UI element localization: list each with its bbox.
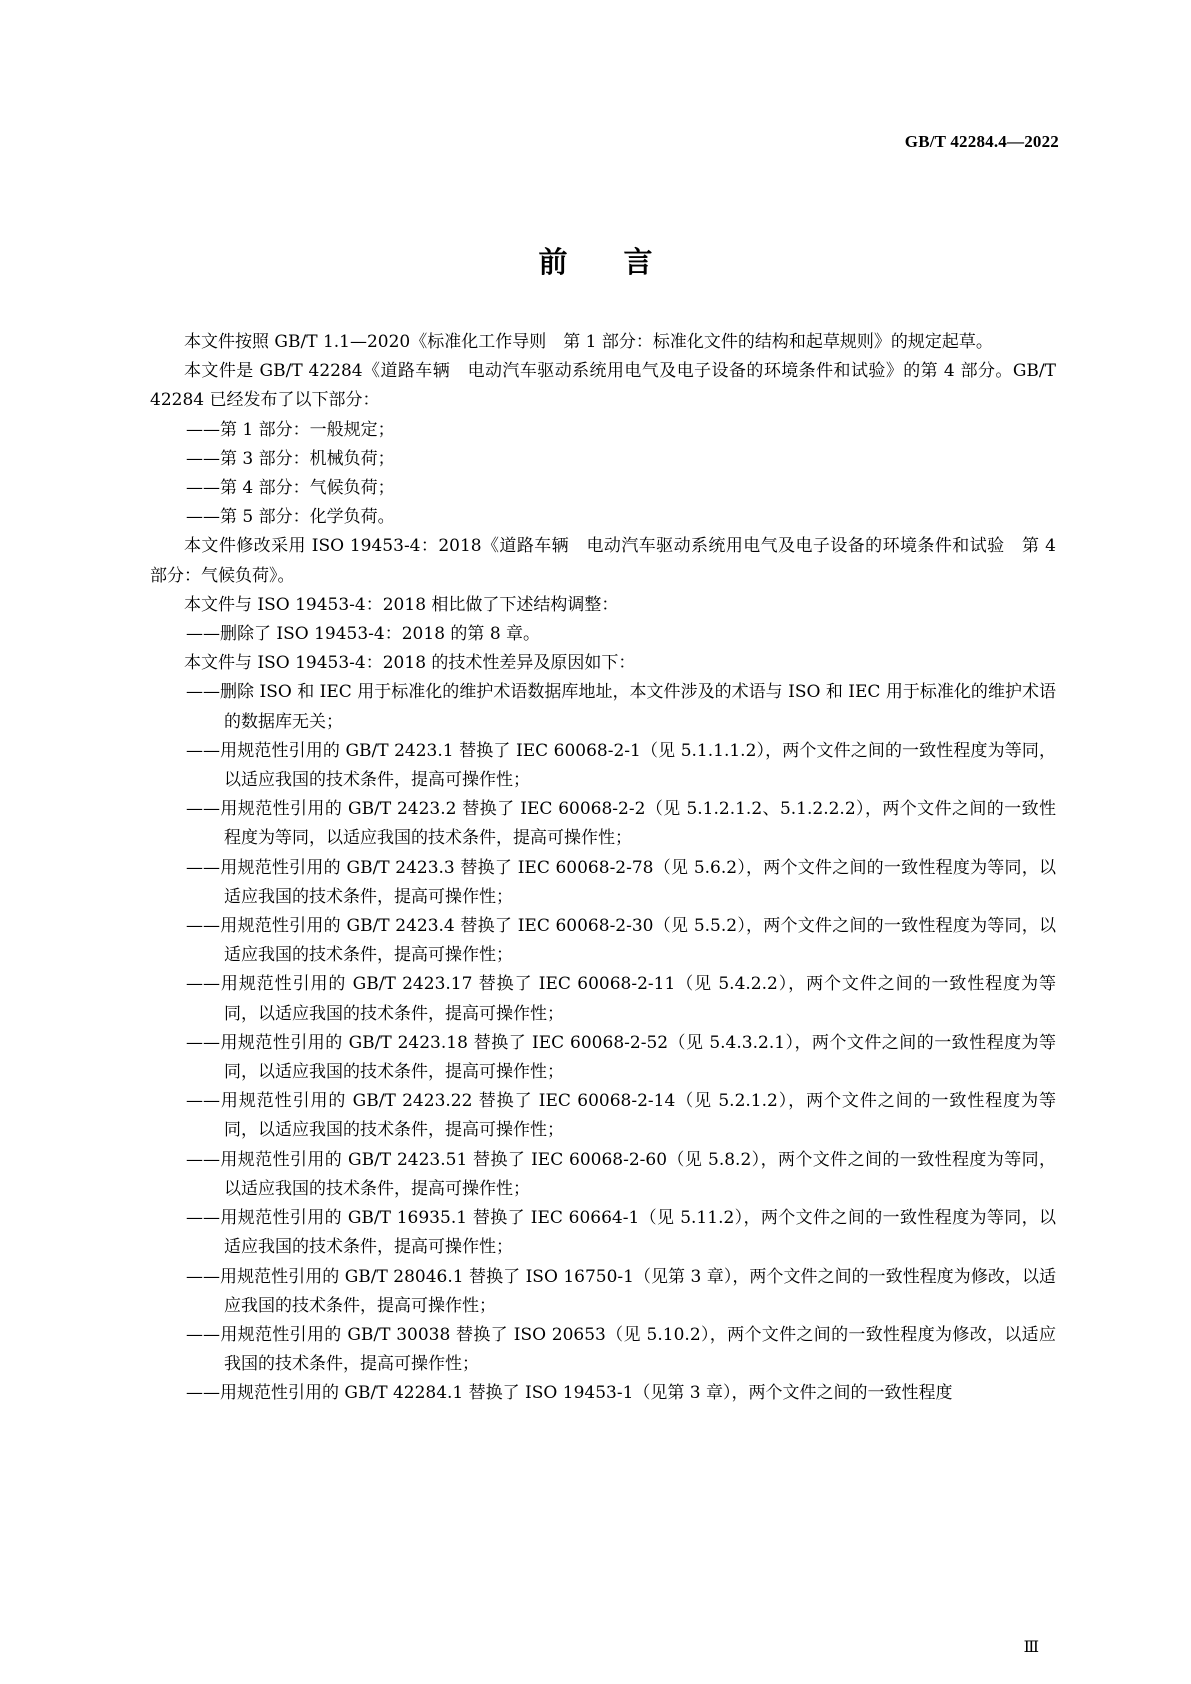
- paragraph: 本文件与 ISO 19453-4：2018 的技术性差异及原因如下：: [184, 653, 636, 674]
- page-number: Ⅲ: [1023, 1639, 1039, 1656]
- list-item: ——用规范性引用的 GB/T 2423.18 替换了 IEC 60068-2-52（见 5.4.3.2.1），两个文件之间的一致性程度为等同，以适应我国的技术条件，提高可操作性；: [186, 1032, 1056, 1083]
- list-item: ——用规范性引用的 GB/T 2423.2 替换了 IEC 60068-2-2（见 5.1.2.1.2、5.1.2.2.2），两个文件之间的一致性程度为等同，以适应我国的技术条件，提高可操作性；: [186, 799, 1056, 849]
- list-item: ——用规范性引用的 GB/T 30038 替换了 ISO 20653（见 5.10.2），两个文件之间的一致性程度为修改，以适应我国的技术条件，提高可操作性；: [186, 1324, 1056, 1375]
- list-item: ——第 5 部分：化学负荷。: [186, 507, 395, 528]
- list-item: ——用规范性引用的 GB/T 2423.3 替换了 IEC 60068-2-78（见 5.6.2），两个文件之间的一致性程度为等同，以适应我国的技术条件，提高可操作性；: [186, 857, 1056, 907]
- list-item: ——第 4 部分：气候负荷；: [186, 478, 395, 499]
- list-item: ——用规范性引用的 GB/T 2423.1 替换了 IEC 60068-2-1（见 5.1.1.1.2），两个文件之间的一致性程度为等同，以适应我国的技术条件，提高可操作性；: [186, 740, 1056, 791]
- list-item: ——第 1 部分：一般规定；: [186, 419, 395, 440]
- document-code: GB/T 42284.4—2022: [904, 132, 1059, 151]
- list-item: ——用规范性引用的 GB/T 2423.4 替换了 IEC 60068-2-30（见 5.5.2），两个文件之间的一致性程度为等同，以适应我国的技术条件，提高可操作性；: [186, 916, 1056, 966]
- list-item: ——用规范性引用的 GB/T 2423.22 替换了 IEC 60068-2-14（见 5.2.1.2），两个文件之间的一致性程度为等同，以适应我国的技术条件，提高可操作性；: [186, 1091, 1056, 1141]
- document-body: [150, 328, 1056, 1409]
- list-item: ——第 3 部分：机械负荷；: [186, 448, 395, 469]
- list-item: ——用规范性引用的 GB/T 2423.17 替换了 IEC 60068-2-11（见 5.4.2.2），两个文件之间的一致性程度为等同，以适应我国的技术条件，提高可操作性；: [186, 974, 1056, 1024]
- list-item: ——用规范性引用的 GB/T 28046.1 替换了 ISO 16750-1（见第 3 章），两个文件之间的一致性程度为修改，以适应我国的技术条件，提高可操作性；: [186, 1266, 1056, 1316]
- list-item: ——删除 ISO 和 IEC 用于标准化的维护术语数据库地址，本文件涉及的术语与 ISO 和 IEC 用于标准化的维护术语的数据库无关；: [186, 682, 1056, 732]
- page-title: 前言: [538, 245, 709, 279]
- paragraph: 本文件与 ISO 19453-4：2018 相比做了下述结构调整：: [184, 594, 619, 615]
- paragraph: 本文件按照 GB/T 1.1—2020《标准化工作导则 第 1 部分：标准化文件的结构和起草规则》的规定起草。: [184, 332, 993, 352]
- list-item: ——删除了 ISO 19453-4：2018 的第 8 章。: [186, 624, 541, 645]
- list-item: ——用规范性引用的 GB/T 42284.1 替换了 ISO 19453-1（见第 3 章），两个文件之间的一致性程度: [186, 1383, 953, 1404]
- paragraph: 本文件修改采用 ISO 19453-4：2018《道路车辆 电动汽车驱动系统用电气及电子设备的环境条件和试验 第 4 部分：气候负荷》。: [150, 536, 1056, 586]
- list-item: ——用规范性引用的 GB/T 2423.51 替换了 IEC 60068-2-60（见 5.8.2），两个文件之间的一致性程度为等同，以适应我国的技术条件，提高可操作性；: [186, 1149, 1056, 1199]
- paragraph: 本文件是 GB/T 42284《道路车辆 电动汽车驱动系统用电气及电子设备的环境条件和试验》的第 4 部分。GB/T 42284 已经发布了以下部分：: [150, 361, 1056, 411]
- list-item: ——用规范性引用的 GB/T 16935.1 替换了 IEC 60664-1（见 5.11.2），两个文件之间的一致性程度为等同，以适应我国的技术条件，提高可操作性；: [186, 1208, 1056, 1258]
